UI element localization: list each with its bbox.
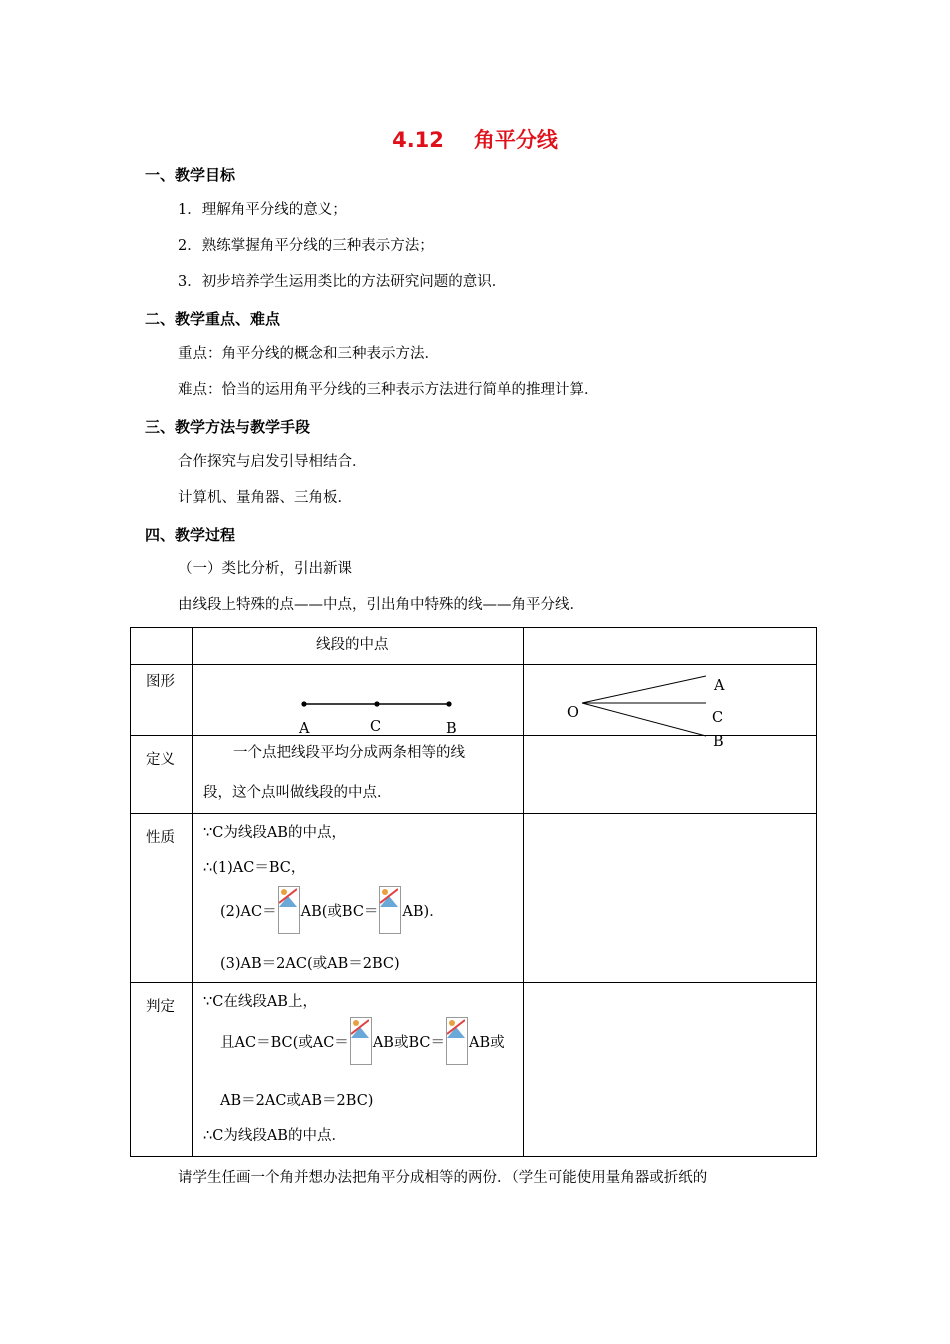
segment-label-a: A (299, 721, 310, 737)
row-label-property: 性质 (146, 830, 175, 846)
judge-line-4: ∴C为线段AB的中点． (203, 1128, 346, 1144)
table-header-segment (193, 628, 524, 665)
point-b (446, 701, 451, 706)
judge-line-2-a: 且AC＝BC(或AC＝ (220, 1035, 349, 1051)
fraction-half-icon (379, 886, 401, 934)
goal-item-3: 3．初步培养学生运用类比的方法研究问题的意识． (178, 274, 507, 290)
method-text: 合作探究与启发引导相结合． (178, 454, 367, 470)
point-a (301, 701, 306, 706)
ray-ob (582, 703, 706, 736)
property-line-4: (3)AB＝2AC(或AB＝2BC) (220, 956, 400, 972)
judge-line-1: ∵C在线段AB上， (203, 994, 317, 1010)
intro-text: 由线段上特殊的点——中点，引出角中特殊的线——角平分线． (178, 597, 584, 613)
point-c (374, 701, 379, 706)
judgement-cell (193, 983, 524, 1157)
property-line-1: ∵C为线段AB的中点， (203, 825, 346, 841)
angle-judgement-cell (524, 983, 817, 1157)
row-label-judgement: 判定 (146, 999, 175, 1015)
goal-item-1: 1．理解角平分线的意义； (178, 202, 347, 218)
ray-oa (582, 676, 706, 703)
goal-item-2: 2．熟练掌握角平分线的三种表示方法； (178, 238, 434, 254)
tools-text: 计算机、量角器、三角板． (178, 490, 352, 506)
row-definition-label-cell (131, 736, 193, 814)
angle-label-a: A (714, 678, 725, 694)
key-point: 重点：角平分线的概念和三种表示方法． (178, 346, 439, 362)
property-cell (193, 814, 524, 983)
definition-cell (193, 736, 524, 814)
segment-figure-cell (193, 665, 524, 736)
segment-label-c: C (370, 719, 382, 735)
fraction-half-icon (446, 1017, 468, 1065)
fraction-half-icon (350, 1017, 372, 1065)
angle-property-cell (524, 814, 817, 983)
table-header-angle (524, 628, 817, 665)
property-line-3-a: (2)AC＝ (220, 904, 277, 920)
section3-heading: 三、教学方法与教学手段 (145, 418, 311, 436)
angle-label-b: B (713, 734, 724, 750)
row-property-label-cell (131, 814, 193, 983)
row-label-definition: 定义 (146, 752, 175, 768)
property-line-3 (220, 888, 444, 936)
difficult-point: 难点：恰当的运用角平分线的三种表示方法进行简单的推理计算． (178, 382, 599, 398)
header-segment-midpoint: 线段的中点 (316, 637, 389, 653)
title-number: 4.12 (392, 128, 444, 152)
section4-heading: 四、教学过程 (145, 526, 236, 544)
property-line-3-b: AB(或BC＝ (300, 904, 379, 920)
row-judgement-label-cell (131, 983, 193, 1157)
row-label-figure: 图形 (146, 674, 175, 690)
definition-line-1: 一个点把线段平均分成两条相等的线 (233, 745, 465, 761)
angle-figure (560, 668, 720, 748)
judge-line-2 (220, 1019, 505, 1067)
property-line-2: ∴(1)AC＝BC， (203, 860, 306, 876)
sub-heading-1: （一）类比分析，引出新课 (178, 561, 352, 577)
property-line-3-c: AB)． (402, 904, 444, 920)
segment-figure (193, 665, 523, 736)
segment-label-b: B (446, 721, 457, 737)
closing-text: 请学生任画一个角并想办法把角平分成相等的两份．（学生可能使用量角器或折纸的 (178, 1170, 708, 1186)
judge-line-2-c: AB或 (468, 1035, 505, 1051)
row-figure-label-cell (131, 665, 193, 736)
angle-label-o: O (567, 705, 579, 721)
judge-line-3: AB＝2AC或AB＝2BC) (220, 1093, 374, 1109)
table-corner-cell (131, 628, 193, 665)
definition-line-2: 段，这个点叫做线段的中点． (203, 785, 392, 801)
section2-heading: 二、教学重点、难点 (145, 310, 281, 328)
fraction-half-icon (278, 886, 300, 934)
judge-line-2-b: AB或BC＝ (372, 1035, 445, 1051)
page-title (0, 124, 950, 154)
angle-label-c: C (712, 710, 724, 726)
section1-heading: 一、教学目标 (145, 166, 236, 184)
title-text: 角平分线 (473, 128, 558, 152)
